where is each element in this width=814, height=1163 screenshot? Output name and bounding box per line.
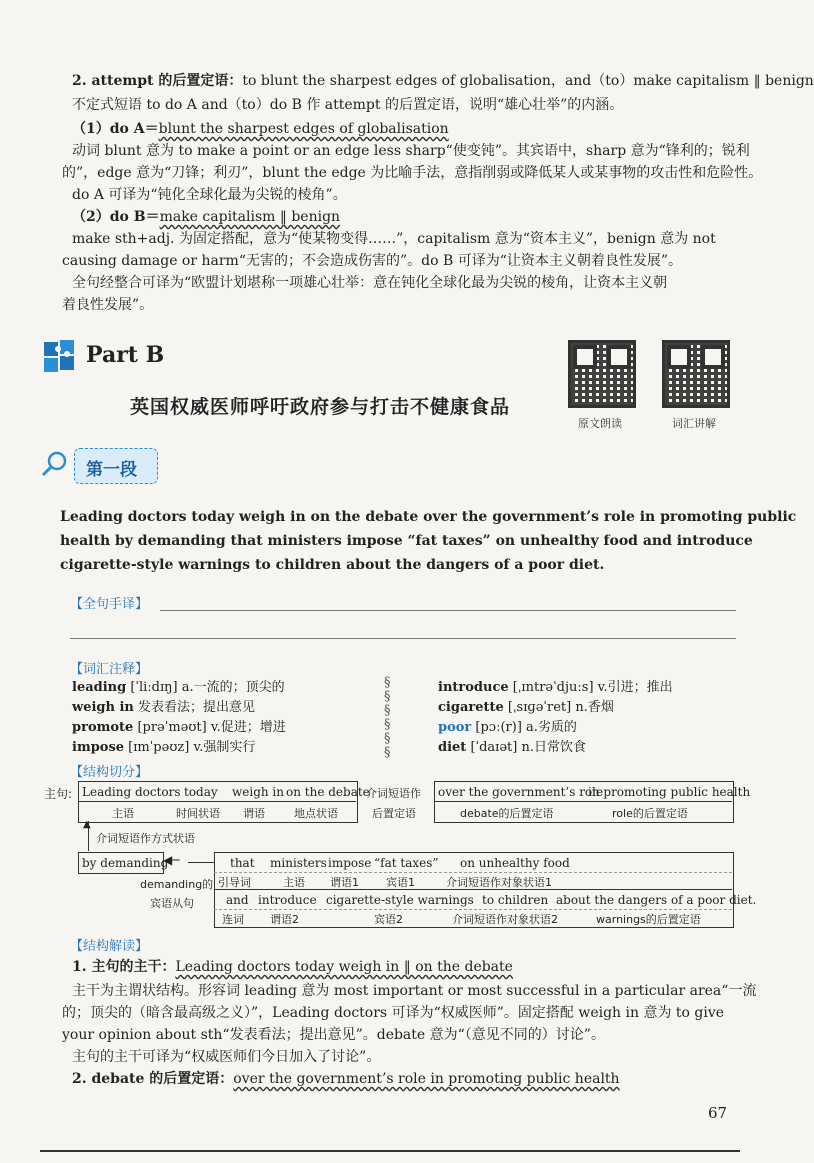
analysis-heading-1: 1. 主句的主干：Leading doctors today weigh in ‖ on the debate [72, 959, 513, 975]
vocab-item: impose [ɪmˈpəʊz] v.强制实行 [72, 740, 256, 755]
cell-predicate: weigh in [232, 785, 285, 799]
cell-over: over the government’s role [438, 785, 604, 799]
passage-line-3: cigarette-style warnings to children about the dangers of a poor diet. [60, 557, 605, 573]
text-line: 不定式短语 to do A and（to）do B 作 attempt 的后置定语，说明“雄心壮举”的内涵。 [72, 97, 624, 113]
translate-tag: 【全句手译】 [70, 597, 149, 612]
magnifier-icon [40, 450, 68, 478]
passage-line-1: Leading doctors today weigh in on the debate over the government’s role in promoting public [60, 509, 797, 525]
text-line: 的”，edge 意为“刀锋；利刃”，blunt the edge 为比喻手法，意指削弱或降低某人或某事物的攻击性和危险性。 [62, 165, 763, 181]
divider-ornament: § § § § § § [384, 675, 391, 760]
puzzle-icon [42, 338, 78, 374]
answer-line-1[interactable] [160, 610, 736, 611]
arrow-up-icon: ▲ [83, 819, 91, 830]
text-line: causing damage or harm“无害的；不会造成伤害的”。do B 可译为“让资本主义朝着良性发展”。 [62, 253, 683, 269]
text-line: your opinion about sth“发表看法；提出意见”。debate 意为“（意见不同的）讨论”。 [62, 1027, 605, 1043]
adv-note: 介词短语作方式状语 [96, 832, 195, 845]
analysis-heading-2: 2. debate 的后置定语：over the government’s role in promoting public health [72, 1071, 620, 1087]
qr-code-audio[interactable] [568, 340, 636, 408]
page-number: 67 [708, 1104, 728, 1122]
qr-code-vocab[interactable] [662, 340, 730, 408]
text-line: 主句的主干可译为“权威医师们今日加入了讨论”。 [72, 1049, 381, 1065]
footer-rule [40, 1150, 740, 1152]
sub-point-1: （1）do A＝blunt the sharpest edges of globalisation [72, 121, 449, 137]
text-line: 的；顶尖的（暗含最高级之义）”，Leading doctors 可译为“权威医师”。固定搭配 weigh in 意为 to give [62, 1005, 725, 1021]
answer-line-2[interactable] [70, 638, 736, 639]
cell-by-demanding: by demanding [82, 856, 169, 870]
qr-label-vocab: 词汇讲解 [672, 417, 716, 430]
sub-point-2: （2）do B＝make capitalism ‖ benign [72, 209, 341, 225]
text-line: 全句经整合可译为“欧盟计划堪称一项雄心壮举：意在钝化全球化最为尖锐的棱角，让资本主义朝 [72, 275, 668, 291]
vocab-item: leading [ˈliːdɪŋ] a.一流的；顶尖的 [72, 680, 285, 695]
cell-place: on the debate [286, 785, 370, 799]
vocab-tag: 【词汇注释】 [70, 662, 149, 677]
vocab-item: promote [prəˈməʊt] v.促进；增进 [72, 720, 286, 735]
cell-in-promoting: in promoting public health [588, 785, 751, 799]
point-2-heading: 2. attempt 的后置定语：to blunt the sharpest edges of globalisation，and（to）make capitalism ‖ benign [72, 73, 814, 89]
main-clause-label: 主句: [44, 787, 73, 801]
text-line: do A 可译为“钝化全球化最为尖锐的棱角”。 [72, 187, 347, 203]
passage-line-2: health by demanding that ministers impose “fat taxes” on unhealthy food and introduce [60, 533, 753, 549]
text-line: 着良性发展”。 [62, 297, 154, 313]
cell-time: today [184, 785, 218, 799]
vocab-item: weigh in 发表看法；提出意见 [72, 700, 255, 715]
part-subtitle: 英国权威医师呼吁政府参与打击不健康食品 [130, 396, 511, 418]
paragraph-tag: 第一段 [86, 460, 137, 480]
struct-tag: 【结构切分】 [70, 765, 149, 780]
vocab-item: diet [ˈdaɪət] n.日常饮食 [438, 740, 586, 755]
cell-subject: Leading doctors [82, 785, 181, 799]
text-line: 动词 blunt 意为 to make a point or an edge less sharp“使变钝”。其宾语中，sharp 意为“锋利的；锐利 [72, 143, 750, 159]
part-title: Part B [86, 342, 165, 368]
arrow-left-icon: ◀─ [163, 853, 180, 867]
vocab-item: poor [pɔː(r)] a.劣质的 [438, 720, 577, 735]
text-line: make sth+adj. 为固定搭配，意为“使某物变得……”，capitalism 意为“资本主义”，benign 意为 not [72, 231, 716, 247]
text-line: 主干为主谓状结构。形容词 leading 意为 most important or most successful in a particular area“一流 [72, 983, 757, 999]
vocab-item: cigarette [ˌsɪɡəˈret] n.香烟 [438, 700, 614, 715]
vocab-item: introduce [ˌɪntrəˈdjuːs] v.引进；推出 [438, 680, 673, 695]
qr-label-audio: 原文朗读 [578, 417, 622, 430]
analysis-tag: 【结构解读】 [70, 939, 149, 954]
